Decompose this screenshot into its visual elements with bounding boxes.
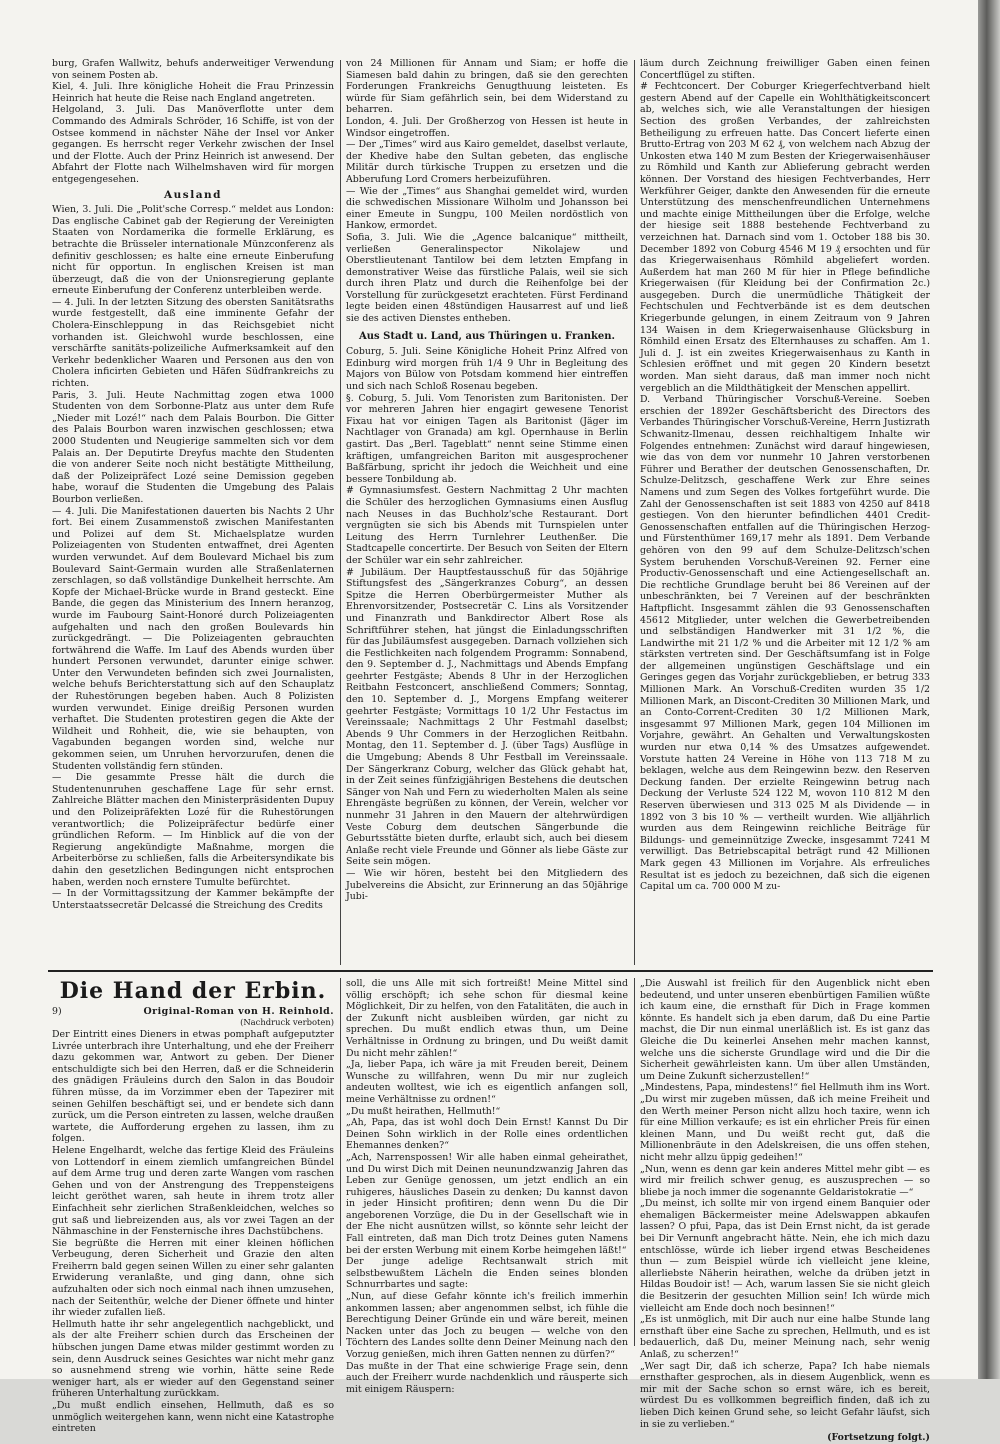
article-paragraph: Helene Engelhardt, welche das fertige Kleid des Fräuleins von Lottendorf in einem ziemlich umfangreichen Bündel auf dem Arme trug und deren zarte Wangen vom raschen Gehen und von der Anstrengung des Treppensteigens leicht geröthet waren, sah heute in ihrem trotz aller Einfachheit sehr zierlichen Straßenkleidchen, welches so gut saß und liebreizenden aus, als vor zwei Tagen an der Nähmaschine in der Fensternische ihres Dachstübchens. [52,1144,334,1238]
feuilleton-byline [52,1006,334,1017]
column-divider [634,978,635,1346]
section-title: Ausland [164,188,222,201]
article-paragraph: — Der „Times“ wird aus Kairo gemeldet, daselbst verlaute, der Khedive habe den Sultan gebeten, das englische Militär durch türkische Truppen zu ersetzen und die Abberufung Lord Cromers herbeizuführen. [346,139,628,185]
article-paragraph: „Du meinst, ich sollte mir von irgend einem Banquier oder ehemaligen Bäckermeister meine Adelswappen abkaufen lassen? O pfui, Papa, das ist Dein Ernst nicht, da ist gerade bei Dir Vernunft angebracht hätte. Nein, ehe ich mich dazu entschlösse, würde ich lieber irgend etwas Bescheidenes thun — zum Beispiel würde ich vielleicht jene kleine, allerliebste Näherin heirathen, welche da drüben jetzt in Hildas Boudoir ist! — Ach, warum lassen Sie sie nicht gleich die Besitzerin der gesuchten Million sein! Ich würde mich vielleicht am Ende doch noch besinnen!“ [640,1198,930,1314]
column-divider [340,978,341,1346]
article-paragraph: „Es ist unmöglich, mit Dir auch nur eine halbe Stunde lang ernsthaft über eine Sache zu sprechen, Hellmuth, und es ist bedauerlich, daß Du, meiner Meinung nach, sehr wenig Anlaß, zu scherzen!“ [640,1314,930,1360]
article-paragraph: # Gymnasiumsfest. Gestern Nachmittag 2 Uhr machten die Schüler des herzoglichen Gymnasiums einen Ausflug nach Neuses in das Buchholz'sche Restaurant. Dort vergnügten sie sich bis Abends mit Turnspielen unter Leitung des Herrn Turnlehrer Leuthenßer. Die Stadtcapelle concertirte. Der Besuch von Seiten der Eltern der Schüler war ein sehr zahlreicher. [346,485,628,566]
column-divider [340,60,341,965]
column-divider [634,60,635,965]
article-paragraph: „Wer sagt Dir, daß ich scherze, Papa? Ich habe niemals ernsthafter gesprochen, als in diesem Augenblick, wenn es mir mit der Sache schon so ernst wäre, ich es bereit, würdest Du es vollkommen begreiflich finden, daß ich zu lieben Dich keinen Grund sehe, so leicht Gefahr läufst, sich in sie zu verlieben.“ [640,1360,930,1430]
article-paragraph: # Fechtconcert. Der Coburger Kriegerfechtverband hielt gestern Abend auf der Capelle ein Wohlthätigkeitsconcert ab, welches sich, wie alle Veranstaltungen der hiesigen Section des großen Verbandes, der zahlreichsten Betheiligung zu erfreuen hatte. Das Concert lieferte einen Brutto-Ertrag von 203 M 62 ₰, von welchem nach Abzug der Unkosten etwa 140 M zum Besten der Kriegerwaisenhäuser zu Römhild und Kanth zur Ablieferung gebracht werden können. Der Vorstand des hiesigen Fechtverbandes, Herr Werkführer Geiger, dankte den Anwesenden für die erneute Unterstützung des menschenfreundlichen Unternehmens und machte einige Mittheilungen über die Erfolge, welche der hiesige seit 1888 bestehende Fechtverband zu verzeichnen hat. Darnach sind vom 1. October 188 bis 30. December 1892 von Coburg 4546 M 19 ₰ ersochten und für das Kriegerwaisenhaus Römhild abgeliefert worden. Außerdem hat man 260 M für hier in Pflege befindliche Kriegerwaisen (für Kleidung bei der Confirmation 2c.) ausgegeben. Durch die unermüdliche Thätigkeit der Fechtschulen und Fechtverbände ist es dem deutschen Kriegerbunde gelungen, in einem Zeitraum von 9 Jahren 134 Waisen in dem Kriegerwaisenhause Glücksburg in Römhild einen Ersatz des Elternhauses zu schaffen. Am 1. Juli d. J. ist ein zweites Kriegerwaisenhaus zu Kanth in Schlesien eröffnet und mit gegen 20 Kindern besetzt worden. Man sieht daraus, daß man immer noch nicht vergeblich an die Mildthätigkeit der Menschen appellirt. [640,81,930,394]
feuilleton-title: Die Hand der Erbin. [59,978,327,1004]
article-paragraph: — In der Vormittagssitzung der Kammer bekämpfte der Unterstaatssecretär Delcassé die Streichung des Credits [52,888,334,911]
section-title: Aus Stadt u. Land, aus Thüringen u. Franken. [358,330,616,342]
feuilleton-column-3 [640,978,930,1444]
continued-note: (Fortsetzung folgt.) [827,1432,930,1444]
article-paragraph: Sofia, 3. Juli. Wie die „Agence balcanique“ mittheilt, verließen Generalinspector Nikolajew und Oberstlieutenant Tantilow bei dem letzten Empfang in demonstrativer Weise das fürstliche Palais, weil sie sich durch ihren Platz und durch die Reihenfolge bei der Vorstellung für zurückgesetzt erachteten. Fürst Ferdinand legte beiden einen 48stündigen Hausarrest auf und ließ sie des activen Dienstes entheben. [346,231,628,325]
article-paragraph: burg, Grafen Wallwitz, behufs anderweitiger Verwendung von seinem Posten ab. [52,58,334,81]
installment-number: 9) [52,1006,62,1017]
news-column-3 [640,58,930,966]
article-paragraph: „Du mußt heirathen, Hellmuth!“ [346,1105,501,1117]
article-paragraph: D. Verband Thüringischer Vorschuß-Vereine. Soeben erschien der 1892er Geschäftsbericht des Directors des Verbandes Thüringischer Vorschuß-Vereine, Herrn Justizrath Schwanitz-Ilmenau, dessen reichhaltigem Inhalte wir Folgendes entnehmen: Zunächst wird darauf hingewiesen, wie das von dem vor nunmehr 10 Jahren verstorbenen Führer und Berather der deutschen Genossenschaften, Dr. Schulze-Delitzsch, geschaffene Werk zur Ehre seines Namens und zum Segen des Volkes fortgeführt wurde. Die Zahl der Genossenschaften ist seit 1883 von 4250 auf 8418 gestiegen. Von den hierunter befindlichen 4401 Credit-Genossenschaften entfallen auf die Thüringischen Herzog- und Fürstenthümer 169,17 mehr als 1891. Dem Verbande gehören von den 99 auf dem Schulze-Delitzsch'schen System beruhenden Vorschuß-Vereinen 92. Ferner eine Productiv-Genossenschaft und eine Actiengesellschaft an. Die rechtliche Grundlage beruht bei 86 Vereinen auf der unbeschränkten, bei 7 Vereinen auf der beschränkten Haftpflicht. Insgesammt zählen die 93 Genossenschaften 45612 Mitglieder, unter welchen die Gewerbetreibenden und selbständigen Handwerker mit 31 1/2 %, die Landwirthe mit 21 1/2 % und die Arbeiter mit 12 1/2 % am stärksten vertreten sind. Der Geschäftsumfang ist in Folge der allgemeinen ungünstigen Geschäftslage und ein Geringes gegen das Vorjahr zurückgeblieben, er betrug 333 Millionen Mark. An Vorschuß-Crediten wurden 35 1/2 Millionen Mark, an Discont-Crediten 30 Millionen Mark, und an Conto-Corrent-Crediten 30 1/2 Millionen Mark, insgesammt 97 Millionen Mark, gegen 104 Millionen im Vorjahre, gewährt. An Gehalten und Verwaltungskosten wurden nur etwa 0,14 % des Umsatzes aufgewendet. Vorstute hatten 24 Vereine in Höhe von 113 718 M zu beklagen, welche aus dem Reingewinn bezw. den Reserven Deckung fanden. Der erzielte Reingewinn betrug nach Deckung der Verluste 524 122 M, wovon 110 812 M den Reserven überwiesen und 313 025 M als Dividende — in 1892 von 3 bis 10 % — vertheilt wurden. Wie alljährlich wurden aus dem Reingewinn reichliche Beiträge für Bildungs- und gemeinnützige Zwecke, insgesammt 7241 M verwilligt. Das Betriebscapital beträgt rund 42 Millionen Mark gegen 43 Millionen im Vorjahre. Als erfreuliches Resultat ist es jedoch zu bezeichnen, daß sich die eigenen Capital um ca. 700 000 M zu- [640,394,930,893]
article-paragraph: „Ja, lieber Papa, ich wäre ja mit Freuden bereit, Deinem Wunsche zu willfahren, wenn Du mir nur zugleich andeuten wolltest, wie ich es eigentlich anfangen soll, meine Verhältnisse zu ordnen!“ [346,1059,628,1105]
article-paragraph: §. Coburg, 5. Juli. Vom Tenoristen zum Baritonisten. Der vor mehreren Jahren hier engagirt gewesene Tenorist Fixau hat vor einigen Tagen als Baritonist (Jäger im Nachtlager von Granada) am kgl. Opernhause in Berlin gastirt. Das „Berl. Tageblatt“ nennt seine Stimme einen kräftigen, umfangreichen Bariton mit ausgesprochener Baßfärbung, spricht ihr jedoch die Weichheit und eine bessere Tonbildung ab. [346,392,628,485]
feuilleton-separator [48,970,933,972]
article-paragraph: soll, die uns Alle mit sich fortreißt! Meine Mittel sind völlig erschöpft; ich sehe schon für diesmal keine Möglichkeit, Dir zu helfen, von den Fatalitäten, die auch in der Zukunft nicht ausbleiben würden, gar nicht zu sprechen. Du mußt endlich etwas thun, um Deine Verhältnisse in Ordnung zu bringen, und Du weißt damit Du nicht mehr zählen!“ [346,978,628,1059]
article-paragraph: — Wie der „Times“ aus Shanghai gemeldet wird, wurden die schwedischen Missionare Wilholm und Johansson bei einer Emeute in Sungpu, 100 Meilen nordöstlich von Hankow, ermordet. [346,185,628,232]
article-paragraph: Das mußte in der That eine schwierige Frage sein, denn auch der Freiherr wurde nachdenklich und räusperte sich mit einigem Räuspern: [346,1360,628,1395]
article-paragraph: Hellmuth hatte ihr sehr angelegentlich nachgeblickt, und als der alte Freiherr schien durch das Erscheinen der hübschen jungen Dame etwas milder gestimmt worden zu sein, denn Ausdruck seines Gesichtes war nicht mehr ganz so ausnehmend streng wie vorhin, hätte seine Rede weniger hart, als er wieder auf den Gegenstand seiner früheren Unterhaltung zurückkam. [52,1318,334,1400]
article-paragraph: „Nun, wenn es denn gar kein anderes Mittel mehr gibt — es wird mir freilich schwer genug, es auszusprechen — so bliebe ja noch immer die sogenannte Geldaristokratie —“ [640,1163,930,1198]
article-paragraph: Kiel, 4. Juli. Ihre königliche Hoheit die Frau Prinzessin Heinrich hat heute die Reise nach England angetreten. [52,81,334,104]
article-paragraph: „Du mußt endlich einsehen, Hellmuth, daß es so unmöglich weitergehen kann, wenn nicht eine Katastrophe eintreten [52,1400,334,1435]
news-column-1 [52,58,334,966]
article-paragraph: „Mindestens, Papa, mindestens!“ fiel Hellmuth ihm ins Wort. „Du wirst mir zugeben müssen, daß ich meine Freiheit und den Werth meiner Person nicht allzu hoch taxire, wenn ich für eine Million verkaufe; es ist ein ehrlicher Preis für einen kleinen Mann, und Du weißt recht gut, daß die Millionenbräute in den Adelskreisen, die uns offen stehen, nicht mehr allzu üppig gedeihen!“ [640,1082,930,1163]
reprint-note: (Nachdruck verboten) [240,1017,334,1027]
feuilleton-body-1 [52,1029,334,1435]
article-paragraph: Der junge adelige Rechtsanwalt strich mit selbstbewußtem Lächeln die Enden seines blonden Schnurrbartes und sagte: [346,1256,628,1291]
article-paragraph: „Ach, Narrenspossen! Wir alle haben einmal geheirathet, und Du wirst Dich mit Deinen neunundzwanzig Jahren das Leben zur Genüge genossen, um jetzt endlich an ein ruhigeres, häusliches Dasein zu denken; Du kannst davon in jeder Hinsicht profitiren; denn wenn Du die Dir angeborenen Vorzüge, die Du in der Gesellschaft wie in der Ehe nicht ausnützen willst, so könnte sehr leicht der Fall eintreten, daß man Dich trotz Deines guten Namens bei der ersten Werbung mit einem Korbe heimgehen läßt!“ [346,1151,628,1256]
article-paragraph: — 4. Juli. In der letzten Sitzung des obersten Sanitätsraths wurde festgestellt, daß eine imminente Gefahr der Cholera-Einschleppung in das Reichsgebiet nicht vorhanden ist. Gleichwohl wurde beschlossen, eine verschärfte sanitäts-polizeiliche Aufmerksamkeit auf den Verkehr bedenklicher Waaren und Personen aus den von Cholera inficirten Gebieten und Häfen Südfrankreichs zu richten. [52,296,334,390]
article-paragraph: Helgoland, 3. Juli. Das Manöverflotte unter dem Commando des Admirals Schröder, 16 Schiffe, ist von der Ostsee kommend in nächster Nähe der Insel vor Anker gegangen. Es herrscht reger Verkehr zwischen der Insel und der Flotte. Auch der Prinz Heinrich ist anwesend. Der Abfahrt der Flotte nach Wilhelmshaven wird für morgen entgegengesehen. [52,104,334,185]
article-paragraph: Wien, 3. Juli. Die „Polit'sche Corresp.“ meldet aus London: Das englische Cabinet gab der Regierung der Vereinigten Staaten von Nordamerika die formelle Erklärung, es betrachte die Brüsseler internationale Münzconferenz als definitiv geschlossen; es halte eine erneute Einberufung nicht für opportun. In englischen Kreisen ist man überzeugt, daß die von der Unionsregierung geplante erneute Einberufung der Conferenz unterbleiben werde. [52,204,334,297]
article-paragraph: Coburg, 5. Juli. Seine Königliche Hoheit Prinz Alfred von Edinburg wird morgen früh 1/4 9 Uhr in Begleitung des Majors von Bülow von Potsdam kommend hier eintreffen und sich nach Schloß Rosenau begeben. [346,346,628,393]
article-paragraph: Sie begrüßte die Herren mit einer kleinen höflichen Verbeugung, deren Sicherheit und Grazie den alten Freiherrn bald gegen seinen Willen zu einer sehr galanten Erwiderung veranlaßte, und ging dann, ohne sich aufzuhalten oder sich noch einmal nach ihnen umzusehen, nach der Seitenthür, welche der Diener öffnete und hinter ihr wieder zufallen ließ. [52,1237,334,1319]
feuilleton-column-2 [346,978,628,1395]
article-paragraph: Paris, 3. Juli. Heute Nachmittag zogen etwa 1000 Studenten von dem Sorbonne-Platz aus unter dem Rufe „Nieder mit Lozé!“ nach dem Palais Bourbon. Die Gitter des Palais Bourbon waren inzwischen geschlossen; etwa 2000 Studenten und Neugierige sammelten sich vor dem Palais an. Der Deputirte Dreyfus machte den Studenten die von anderer Seite noch nicht bestätigte Mittheilung, daß der Polizeipräfect Lozé seine Demission gegeben habe, worauf die Studenten die Umgebung des Palais Bourbon verließen. [52,389,334,505]
news-column-2 [346,58,628,966]
feuilleton-body-3 [640,978,930,1430]
feuilleton-column-1 [52,978,334,1435]
feuilleton-author: Original-Roman von H. Reinhold. [143,1006,334,1017]
article-paragraph: Der Eintritt eines Dieners in etwas pomphaft aufgeputzter Livrée unterbrach ihre Unterhaltung, und ehe der Freiherr dazu gekommen war, Antwort zu geben. Der Diener entschuldigte sich bei den Herren, daß er die Schneiderin des gnädigen Fräuleins durch den Salon in das Boudoir führen müsse, da im Vorzimmer eben der Tapezirer mit seinen Gehilfen beschäftigt sei, und er bendete sich dann zurück, um die Person eintreten zu lassen, welche draußen wartete, die Aufforderung ergehen zu lassen, ihm zu folgen. [52,1029,334,1145]
article-paragraph: — Wie wir hören, besteht bei den Mitgliedern des Jubelvereins die Absicht, zur Erinnerung an das 50jährige Jubi- [346,867,628,903]
article-paragraph: London, 4. Juli. Der Großherzog von Hessen ist heute in Windsor eingetroffen. [346,115,628,139]
article-paragraph: „Nun, auf diese Gefahr könnte ich's freilich immerhin ankommen lassen; aber angenommen selbst, ich fühle die Berechtigung Deiner Gründe ein und wäre bereit, meinen Nacken unter das Joch zu beugen — welche von den Töchtern des Landes sollte denn Deiner Meinung nach den Vorzug genießen, mich ihren Gatten nennen zu dürfen?“ [346,1291,628,1360]
page-binding-edge [978,0,1000,1379]
article-paragraph: — Die gesammte Presse hält die durch die Studentenunruhen geschaffene Lage für sehr ernst. Zahlreiche Blätter machen den Ministerpräsidenten Dupuy und den Polizeipräfekten Lozé für die Ruhestörungen verantwortlich; die Polizeipräfectur bedürfe einer gründlichen Reform. — Im Hinblick auf die von der Regierung angekündigte Maßnahme, morgen die Arbeiterbörse zu schließen, falls die Arbeitersyndikate bis dahin den gesetzlichen Bedingungen nicht entsprochen haben, werden noch ernstere Tumulte befürchtet. [52,772,334,888]
article-paragraph: von 24 Millionen für Annam und Siam; er hoffe die Siamesen bald dahin zu bringen, daß sie den gerechten Forderungen Frankreichs Genugthuung leisteten. Es würde für Siam gefährlich sein, bei dem Widerstand zu beharren. [346,58,628,116]
article-paragraph: „Ah, Papa, das ist wohl doch Dein Ernst! Kannst Du Dir Deinen Sohn wirklich in der Rolle eines ordentlichen Ehemannes denken?“ [346,1117,628,1152]
article-paragraph: — 4. Juli. Die Manifestationen dauerten bis Nachts 2 Uhr fort. Bei einem Zusammenstoß zwischen Manifestanten und Polizei auf dem St. Michaelsplatze wurden Polizeiagenten von Studenten entwaffnet, drei Agenten wurden verwundet. Auf dem Boulevard Michael bis zum Boulevard Saint-Germain wurden alle Straßenlaternen zerschlagen, so daß vollständige Dunkelheit herrschte. Am Kopfe der Michael-Brücke wurde in Brand gesteckt. Eine Bande, die gegen das Ministerium des Innern heranzog, wurde im Faubourg Saint-Honoré durch Polizeiagenten aufgehalten und nach den großen Boulevards hin zurückgedrängt. — Die Polizeiagenten gebrauchten fortwährend die Waffe. Im Lauf des Abends wurden über hundert Personen verwundet, darunter einige schwer. Unter den Verwundeten befinden sich zwei Journalisten, welche behufs Berichterstattung sich auf den Schauplatz der Ruhestörungen begeben haben. Auch 8 Polizisten wurden verwundet. Einige dreißig Personen wurden verhaftet. Die Studenten protestiren gegen die Akte der Wildheit und Rohheit, die, wie sie behaupten, von Vagabunden begangen worden sind, welche nur gekommen seien, um Unruhen hervorzurufen, denen die Studenten vollständig fern stünden. [52,505,334,772]
article-paragraph: „Die Auswahl ist freilich für den Augenblick nicht eben bedeutend, und unter unseren ebenbürtigen Familien wüßte ich kaum eine, die ernsthaft für Dich in Frage kommen könnte. Es handelt sich ja eben darum, daß Du eine Partie machst, die Dir nun einmal unerläßlich ist. Es ist ganz das Gleiche die Du keinerlei Ansehen mehr machen kannst, welche uns die sicherste Grundlage wird und die Dir die Sicherheit gewährleisten kann. Um über allen Umständen, um Deine Zukunft sicherzustellen!“ [640,978,930,1082]
article-paragraph: # Jubiläum. Der Hauptfestausschuß für das 50jährige Stiftungsfest des „Sängerkranzes Coburg“, an dessen Spitze die Herren Oberbürgermeister Muther als Ehrenvorsitzender, Postsecretär C. Lins als Vorsitzender und Finanzrath und Bankdirector Albert Rose als Schriftführer stehen, hat jüngst die Einladungsschriften für das Jubiläumsfest ausgegeben. Darnach vollziehen sich die Festlichkeiten nach folgendem Programm: Sonnabend, den 9. September d. J., Nachmittags und Abends Empfang geehrter Festgäste; Abends 8 Uhr in der Herzoglichen Reitbahn Festconcert, anschließend Commers; Sonntag, den 10. September d. J., Morgens Empfang weiterer geehrter Festgäste; Vormittags 10 1/2 Uhr Festactus im Vereinssaale; Nachmittags 2 Uhr Festmahl daselbst; Abends 9 Uhr Commers in der Herzoglichen Reitbahn. Montag, den 11. September d. J. (über Tags) Ausflüge in die Umgebung; Abends 8 Uhr Festball im Vereinssaale. Der Sängerkranz Coburg, welcher das Glück gehabt hat, in der Zeit seines fünfzigjährigen Bestehens die deutschen Sänger von Nah und Fern zu wiederholten Malen als seine Ehrengäste begrüßen zu können, der Verein, welcher vor nunmehr 31 Jahren in den Mauern der altehrwürdigen Veste Coburg dem deutschen Sängerbunde die Geburtsstätte bieten durfte, erlaubt sich, auch bei diesem Anlaße recht viele Freunde und Gönner als liebe Gäste zur Seite sein mögen. [346,566,628,868]
article-paragraph: läum durch Zeichnung freiwilliger Gaben einen feinen Concertflügel zu stiften. [640,58,930,81]
